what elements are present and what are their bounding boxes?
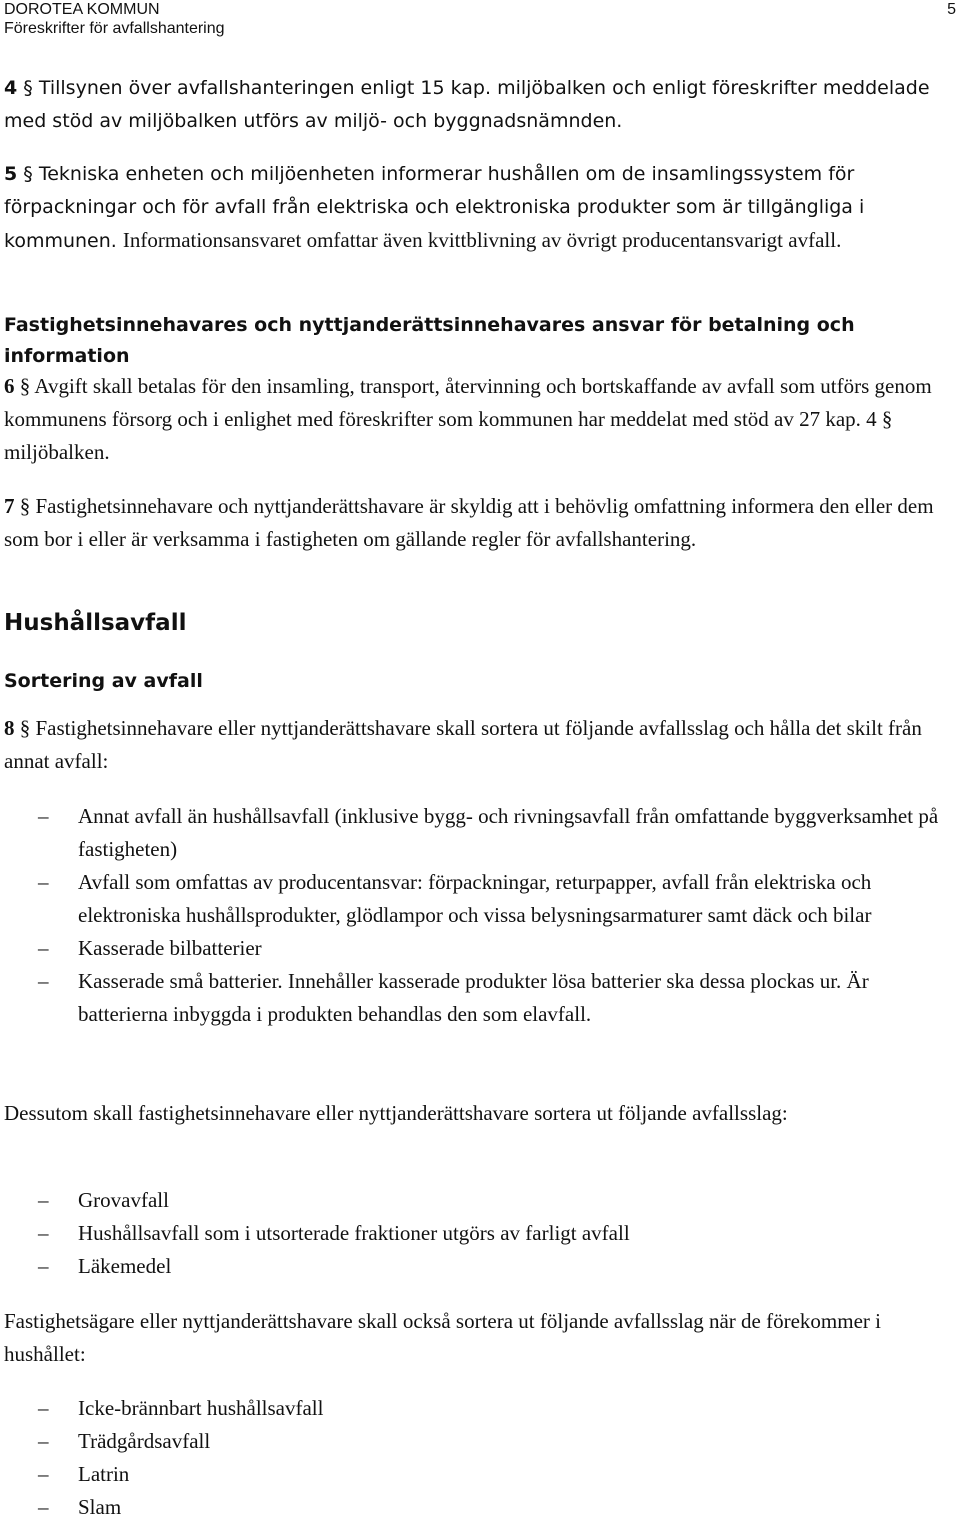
page-header [4,0,225,38]
section-symbol: § [23,163,33,185]
list-item [0,1392,956,1425]
list-item [0,1458,956,1491]
list-item [0,866,956,932]
header-org: DOROTEA KOMMUN [4,1,160,18]
waste-list-2 [0,1184,956,1283]
heading-responsibility: Fastighetsinnehavares och nyttjanderättsinnehavares ansvar för betalning och information [4,314,855,367]
dash-bullet: – [38,1495,49,1519]
section-symbol: § [19,374,31,398]
paragraph-fastighetsagare: Fastighetsägare eller nyttjanderättshavare skall också sortera ut följande avfallsslag när de förekommer i hushållet: [4,1309,881,1366]
paragraph-8 [4,712,956,778]
list-item-text: Trädgårdsavfall [78,1429,211,1453]
dash-bullet: – [38,969,49,993]
list-item-text: Läkemedel [78,1254,172,1278]
heading-household-waste: Hushållsavfall [4,610,187,636]
dash-bullet: – [38,1396,49,1420]
list-item [0,1425,956,1458]
paragraph-number: 8 [4,716,15,740]
paragraph-4 [4,72,956,138]
dash-bullet: – [38,1221,49,1245]
header-doc-title: Föreskrifter för avfallshantering [4,20,225,37]
page-number: 5 [947,1,956,18]
list-item [0,965,956,1031]
dash-bullet: – [38,1462,49,1486]
list-item [0,1250,956,1283]
dash-bullet: – [38,870,49,894]
list-item [0,932,956,965]
dash-bullet: – [38,1254,49,1278]
paragraph-text-end: miljöbalken. [4,440,110,464]
list-item-text: Latrin [78,1462,130,1486]
paragraph-6 [4,370,956,469]
paragraph-number: 4 [4,77,18,99]
section-symbol: § [19,716,31,740]
list-item [0,1491,956,1524]
list-item-text: Icke-brännbart hushållsavfall [78,1396,324,1420]
paragraph-text: Fastighetsinnehavare eller nyttjanderättshavare skall sortera ut följande avfallsslag och hålla det skilt från annat avfall: [4,716,922,773]
dash-bullet: – [38,1188,49,1212]
list-item [0,800,956,866]
heading-sorting: Sortering av avfall [4,670,203,692]
paragraph-text: Fastighetsinnehavare och nyttjanderättshavare är skyldig att i behövlig omfattning informera den eller dem som bor i eller är verksamma i fastigheten om gällande regler för avfallshantering. [4,494,934,551]
list-item-text: Annat avfall än hushållsavfall (inklusive bygg- och rivningsavfall från omfattande byggverksamhet på fastigheten) [78,804,939,861]
paragraph-5 [4,158,956,258]
paragraph-7 [4,490,956,556]
dash-bullet: – [38,1429,49,1453]
paragraph-number: 5 [4,163,18,185]
list-item [0,1184,956,1217]
paragraph-number: 7 [4,494,15,518]
section-symbol: § [881,407,893,431]
dash-bullet: – [38,936,49,960]
list-item-text: Kasserade bilbatterier [78,936,262,960]
paragraph-text: Avgift skall betalas för den insamling, transport, återvinning och bortskaffande av avfall som utförs genom kommunens försorg och i enlighet med föreskrifter som kommunen har meddelat med stöd av 27 kap. 4 [4,374,932,431]
list-item [0,1217,956,1250]
section-symbol: § [19,494,31,518]
paragraph-number: 6 [4,374,15,398]
waste-list-3 [0,1392,956,1524]
paragraph-text: Tekniska enheten och miljöenheten informerar hushållen om de insamlingssystem för förpackningar och för avfall från elektriska och elektroniska produkter som är tillgängliga i kommunen. [4,163,865,252]
paragraph-text-continued: Informationsansvaret omfattar även kvittblivning av övrigt producentansvarigt avfall. [122,228,842,252]
list-item-text: Slam [78,1495,122,1519]
waste-list-1 [0,800,956,1031]
paragraph-dessutom: Dessutom skall fastighetsinnehavare eller nyttjanderättshavare sortera ut följande avfallsslag: [4,1101,788,1125]
list-item-text: Hushållsavfall som i utsorterade fraktioner utgörs av farligt avfall [78,1221,630,1245]
dash-bullet: – [38,804,49,828]
list-item-text: Grovavfall [78,1188,169,1212]
section-symbol: § [23,77,33,99]
paragraph-text: Tillsynen över avfallshanteringen enligt 15 kap. miljöbalken och enligt föreskrifter meddelade med stöd av miljöbalken utförs av miljö- och byggnadsnämnden. [4,77,930,132]
list-item-text: Kasserade små batterier. Innehåller kasserade produkter lösa batterier ska dessa plockas ur. Är batterierna inbyggda i produkten behandlas den som elavfall. [78,969,869,1026]
list-item-text: Avfall som omfattas av producentansvar: förpackningar, returpapper, avfall från elektriska och elektroniska hushållsprodukter, glödlampor och vissa belysningsarmaturer samt däck och bilar [78,870,872,927]
